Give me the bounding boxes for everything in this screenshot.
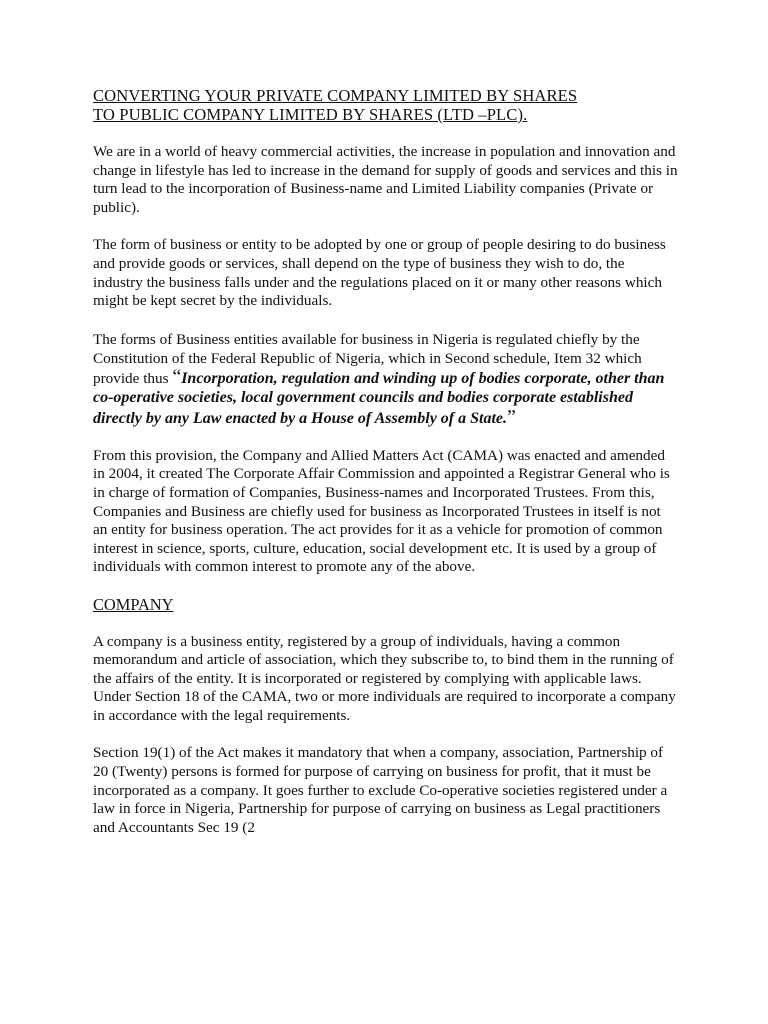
- document-title: [93, 86, 678, 124]
- paragraph-constitution-block: [93, 330, 678, 428]
- paragraph-constitution: [93, 330, 678, 428]
- paragraph-intro: We are in a world of heavy commercial activities, the increase in population and innovation and change in lifestyle has led to increase in the demand for supply of goods and services and this in turn lead to the incorporation of Business-name and Limited Liability companies (Private or public).: [93, 143, 678, 216]
- constitution-quote: Incorporation, regulation and winding up of bodies corporate, other than co-operative societies, local government councils and bodies corporate established directly by any Law enacted by a House of Assembly of a State.: [93, 370, 665, 427]
- title-line-1: CONVERTING YOUR PRIVATE COMPANY LIMITED BY SHARES: [93, 86, 578, 105]
- title-line-2: TO PUBLIC COMPANY LIMITED BY SHARES (LTD –PLC).: [93, 105, 528, 124]
- paragraph-section-19: Section 19(1) of the Act makes it mandatory that when a company, association, Partnership of 20 (Twenty) persons is formed for purpose of carrying on business for profit, that it must be incorporated as a company. It goes further to exclude Co-operative societies registered under a law in force in Nigeria, Partnership for purpose of carrying on business as Legal practitioners and Accountants Sec 19 (2: [93, 744, 668, 836]
- constitution-intro-text: The forms of Business entities available for business in Nigeria is regulated chiefly by the Constitution of the Federal Republic of Nigeria, which in Second schedule, Item 32 which provide thus: [93, 330, 642, 388]
- close-quote-mark: ”: [507, 405, 516, 428]
- paragraph-business-form: The form of business or entity to be adopted by one or group of people desiring to do business and provide goods or services, shall depend on the type of business they wish to do, the industry the business falls under and the regulations placed on it or many other reasons which might be kept secret by the individuals.: [93, 236, 666, 310]
- paragraph-company-definition: A company is a business entity, registered by a group of individuals, having a common memorandum and article of association, which they subscribe to, to bind them in the running of the affairs of the entity. It is incorporated or registered by complying with applicable laws. Under Section 18 of the CAMA, two or more individuals are required to incorporate a company in accordance with the legal requirements.: [93, 632, 676, 724]
- document-body: [93, 86, 678, 856]
- paragraph-cama: From this provision, the Company and Allied Matters Act (CAMA) was enacted and amended in 2004, it created The Corporate Affair Commission and appointed a Registrar General who is in charge of formation of Companies, Business-names and Incorporated Trustees. From this, Companies and Business are chiefly used for business as Incorporated Trustees in itself is not an entity for business operation. The act provides for it as a vehicle for promotion of common interest in science, sports, culture, education, social development etc. It is used by a group of individuals with common interest to promote any of the above.: [93, 446, 670, 576]
- section-heading-company: COMPANY: [93, 594, 174, 614]
- open-quote-mark: “: [172, 366, 182, 389]
